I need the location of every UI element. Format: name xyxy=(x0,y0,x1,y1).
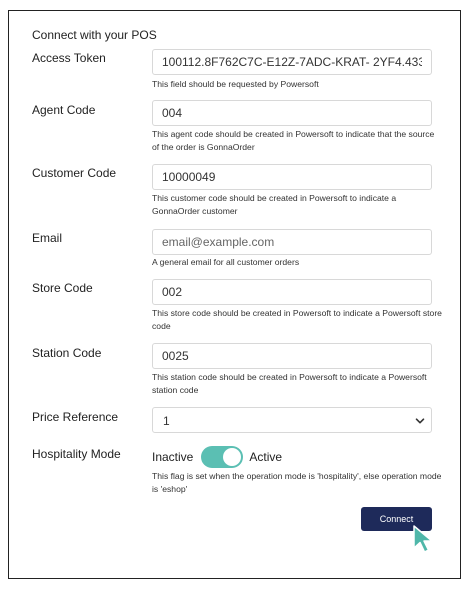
chevron-down-icon xyxy=(415,416,425,426)
hospitality-mode-switch[interactable] xyxy=(201,446,243,468)
access-token-hint: This field should be requested by Powersoft xyxy=(152,79,319,89)
store-code-input[interactable] xyxy=(152,279,432,305)
price-reference-select[interactable] xyxy=(152,407,432,433)
customer-code-input[interactable] xyxy=(152,164,432,190)
station-code-input[interactable] xyxy=(152,343,432,369)
connect-button[interactable]: Connect xyxy=(361,507,432,531)
agent-code-input[interactable] xyxy=(152,100,432,126)
email-label: Email xyxy=(32,231,63,245)
switch-knob xyxy=(223,448,241,466)
price-reference-value: 1 xyxy=(163,414,170,428)
form-heading: Connect with your POS xyxy=(32,28,157,42)
toggle-active-label: Active xyxy=(249,450,283,464)
price-reference-label: Price Reference xyxy=(32,410,119,424)
agent-code-hint: This agent code should be created in Powersoft to indicate that the source of the order is GonnaOrder xyxy=(152,129,435,152)
store-code-hint: This store code should be created in Powersoft to indicate a Powersoft store code xyxy=(152,308,442,331)
hospitality-mode-toggle-row xyxy=(152,445,282,469)
email-input[interactable] xyxy=(152,229,432,255)
station-code-hint: This station code should be created in Powersoft to indicate a Powersoft station code xyxy=(152,372,427,395)
customer-code-label: Customer Code xyxy=(32,166,117,180)
toggle-inactive-label: Inactive xyxy=(152,450,194,464)
email-hint: A general email for all customer orders xyxy=(152,257,300,267)
access-token-label: Access Token xyxy=(32,51,106,65)
agent-code-label: Agent Code xyxy=(32,103,96,117)
store-code-label: Store Code xyxy=(32,281,93,295)
pos-connection-panel xyxy=(8,10,461,579)
hospitality-mode-label: Hospitality Mode xyxy=(32,447,121,461)
hospitality-mode-hint: This flag is set when the operation mode is 'hospitality', else operation mode is 'eshop' xyxy=(152,471,442,494)
station-code-label: Station Code xyxy=(32,346,102,360)
pointer-cursor-icon xyxy=(412,524,436,554)
access-token-input[interactable] xyxy=(152,49,432,75)
customer-code-hint: This customer code should be created in Powersoft to indicate a GonnaOrder customer xyxy=(152,193,397,216)
